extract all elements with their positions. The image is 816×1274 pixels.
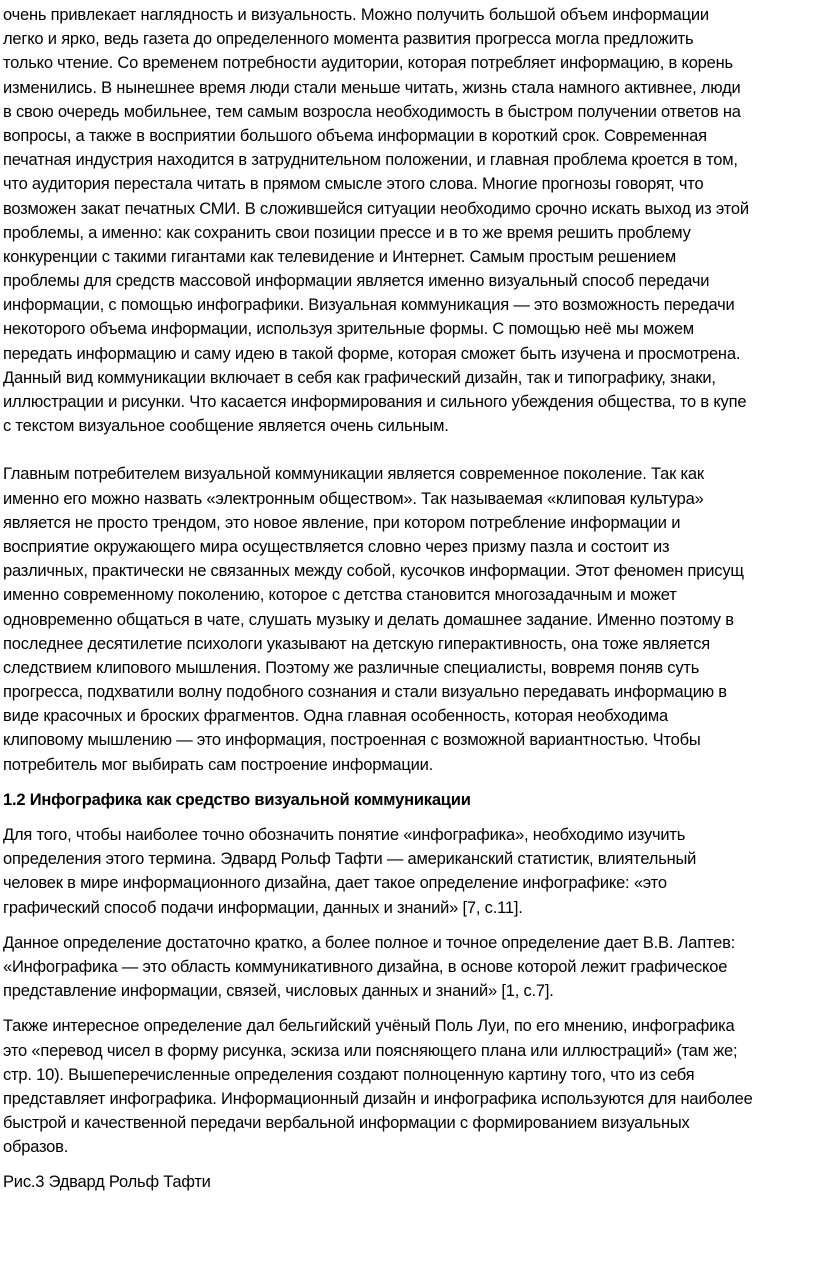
text-line: очень привлекает наглядность и визуальность. Можно получить большой объем информации bbox=[3, 6, 709, 24]
text-line: Главным потребителем визуальной коммуникации является современное поколение. Так как bbox=[3, 465, 704, 484]
paragraph bbox=[3, 462, 815, 776]
text-line: виде красочных и броских фрагментов. Одна главная особенность, которая необходима bbox=[3, 707, 669, 726]
text-line: что аудитория перестала читать в прямом смысле этого слова. Многие прогнозы говорят, что bbox=[3, 175, 704, 194]
text-line: представление информации, связей, числовых данных и знаний» [1, с.7]. bbox=[3, 982, 554, 1001]
text-line: клиповому мышлению — это информация, построенная с возможной вариантностью. Чтобы bbox=[3, 731, 701, 750]
paragraph-gap bbox=[3, 812, 815, 823]
text-line: вопросы, а также в восприятии большого объема информации в короткий срок. Современная bbox=[3, 126, 707, 145]
text-line: одновременно общаться в чате, слушать музыку и делать домашнее задание. Именно поэтому в bbox=[3, 610, 734, 629]
paragraph-gap bbox=[3, 438, 815, 462]
text-line: графический способ подачи информации, данных и знаний» [7, с.11]. bbox=[3, 898, 523, 917]
figure-caption: Рис.3 Эдвард Рольф Тафти bbox=[3, 1173, 211, 1192]
text-line: Также интересное определение дал бельгийский учёный Поль Луи, по его мнению, инфографика bbox=[3, 1017, 735, 1036]
text-line: восприятие окружающего мира осуществляется словно через призму пазла и состоит из bbox=[3, 537, 670, 556]
text-line: иллюстрации и рисунки. Что касается информирования и сильного убеждения общества, то в купе bbox=[3, 393, 747, 411]
text-line: человек в мире информационного дизайна, дает такое определение инфографике: «это bbox=[3, 874, 667, 893]
text-line: следствием клипового мышления. Поэтому же различные специалисты, вовремя поняв суть bbox=[3, 658, 700, 677]
text-line: потребитель мог выбирать сам построение информации. bbox=[3, 755, 434, 774]
text-line: образов. bbox=[3, 1138, 69, 1157]
text-line: печатная индустрия находится в затруднительном положении, и главная проблема кроется в том, bbox=[3, 151, 738, 170]
text-line: некоторого объема информации, используя зрительные формы. С помощью неё мы можем bbox=[3, 320, 694, 339]
text-line: с текстом визуальное сообщение является очень сильным. bbox=[3, 417, 449, 436]
text-line: именно его можно назвать «электронным обществом». Так называемая «клиповая культура» bbox=[3, 489, 704, 508]
paragraph-gap bbox=[3, 1159, 815, 1170]
text-line: стр. 10). Вышеперечисленные определения создают полноценную картину того, что из себя bbox=[3, 1065, 695, 1084]
text-line: Данный вид коммуникации включает в себя как графический дизайн, так и типографику, знаки, bbox=[3, 368, 716, 387]
paragraph-gap bbox=[3, 1003, 815, 1014]
text-line: «Инфографика — это область коммуникативного дизайна, в основе которой лежит графическое bbox=[3, 957, 728, 976]
text-line: прогресса, подхватили волну подобного сознания и стали визуально передавать информацию в bbox=[3, 683, 727, 702]
paragraph bbox=[3, 823, 815, 920]
text-line: это «перевод чисел в форму рисунка, эскиза или поясняющего плана или иллюстраций» (там же; bbox=[3, 1041, 738, 1060]
text-line: информации, с помощью инфографики. Визуальная коммуникация — это возможность передачи bbox=[3, 296, 735, 315]
text-line: Данное определение достаточно кратко, а более полное и точное определение дает В.В. Лаптев: bbox=[3, 933, 736, 952]
paragraph bbox=[3, 931, 815, 1004]
text-line: передать информацию и саму идею в такой форме, которая сможет быть изучена и просмотрена. bbox=[3, 344, 741, 363]
text-line: быстрой и качественной передачи вербальной информации с формированием визуальных bbox=[3, 1114, 690, 1133]
text-line: проблемы, а именно: как сохранить свои позиции прессе и в то же время решить проблему bbox=[3, 223, 691, 242]
text-line: различных, практически не связанных между собой, кусочков информации. Этот феномен присущ bbox=[3, 562, 744, 581]
document-page bbox=[3, 3, 815, 1195]
paragraph bbox=[3, 1014, 815, 1159]
text-line: проблемы для средств массовой информации является именно визуальный способ передачи bbox=[3, 272, 710, 291]
text-line: конкуренции с такими гигантами как телевидение и Интернет. Самым простым решением bbox=[3, 247, 677, 266]
text-line: изменились. В нынешнее время люди стали меньше читать, жизнь стала намного активнее, люди bbox=[3, 78, 741, 97]
text-line: последнее десятилетие психологи указывают на детскую гиперактивность, она тоже является bbox=[3, 634, 711, 653]
paragraph-gap bbox=[3, 777, 815, 788]
text-line: Для того, чтобы наиболее точно обозначить понятие «инфографика», необходимо изучить bbox=[3, 826, 686, 844]
text-line: представляет инфографика. Информационный дизайн и инфографика используются для наиболее bbox=[3, 1089, 753, 1108]
text-line: в свою очередь мобильнее, тем самым возросла необходимость в быстром получении ответов на bbox=[3, 102, 741, 121]
section-heading: 1.2 Инфографика как средство визуальной коммуникации bbox=[3, 790, 471, 809]
paragraph-gap bbox=[3, 920, 815, 931]
paragraph bbox=[3, 3, 815, 438]
text-line: является не просто трендом, это новое явление, при котором потребление информации и bbox=[3, 513, 681, 532]
text-line: только чтение. Со временем потребности аудитории, которая потребляет информацию, в корень bbox=[3, 54, 733, 73]
text-line: возможен закат печатных СМИ. В сложившейся ситуации необходимо срочно искать выход из этой bbox=[3, 199, 749, 218]
text-line: именно современному поколению, которое с детства становится многозадачным и может bbox=[3, 586, 677, 605]
text-line: легко и ярко, ведь газета до определенного момента развития прогресса могла предложить bbox=[3, 30, 694, 49]
text-line: определения этого термина. Эдвард Рольф Тафти — американский статистик, влиятельный bbox=[3, 850, 697, 869]
